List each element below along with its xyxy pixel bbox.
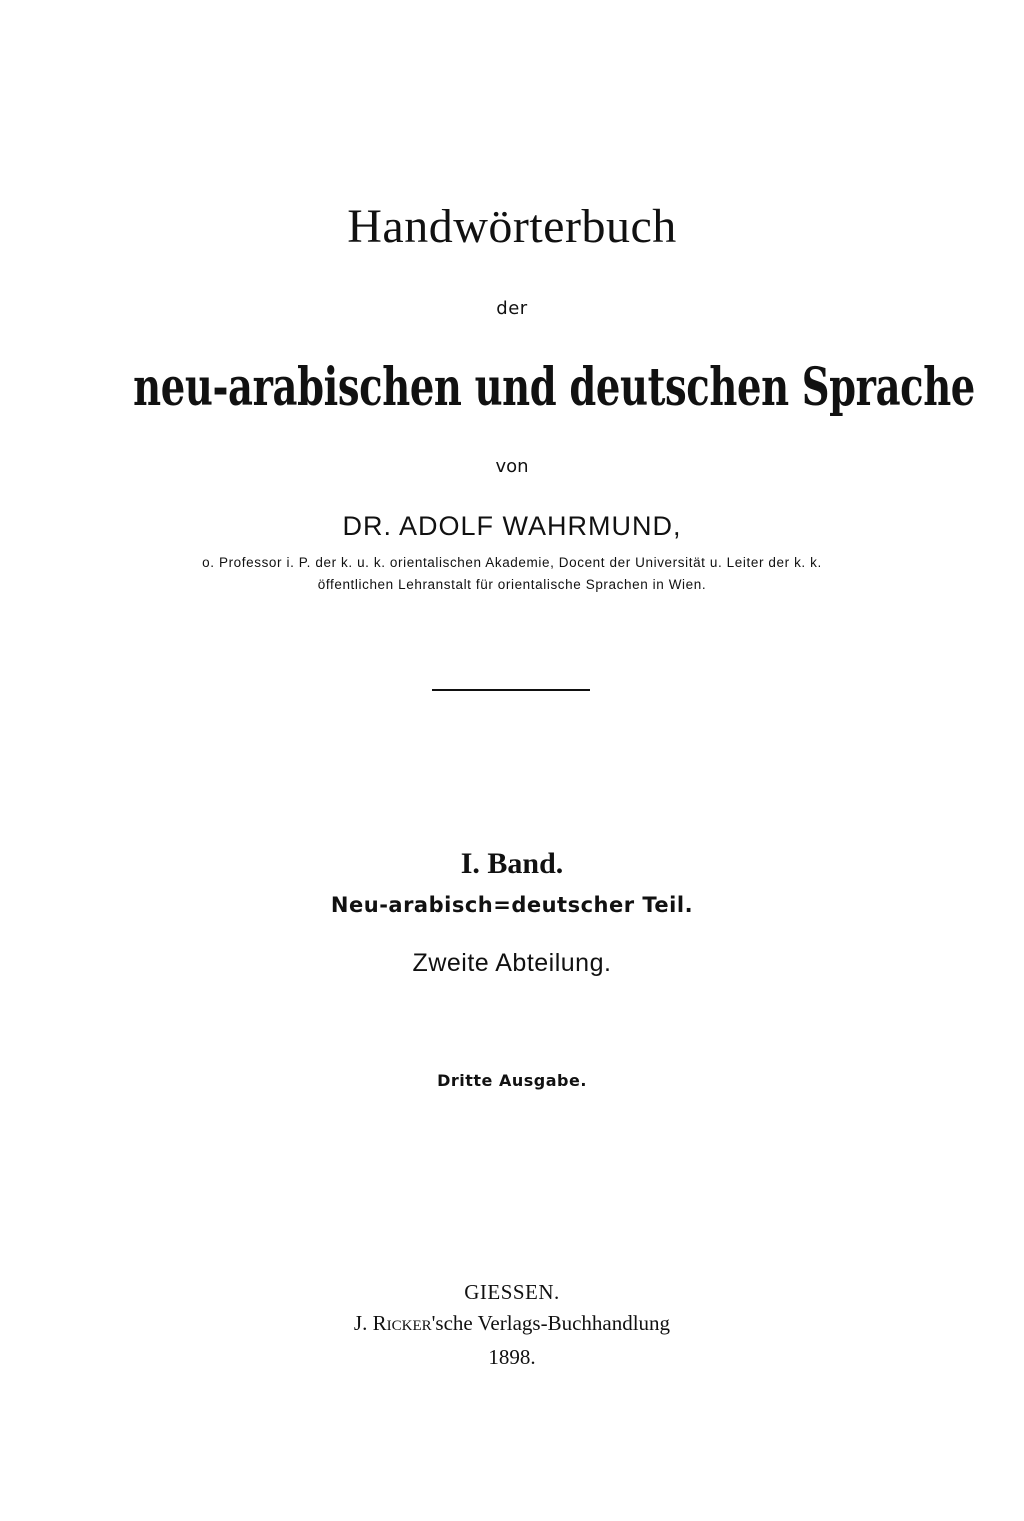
author-affiliation-line-2: öffentlichen Lehranstalt für orientalische Sprachen in Wien. [317, 577, 707, 592]
title-connector-der: der [496, 298, 528, 319]
volume-label: I. Band. [460, 847, 564, 880]
edition-label: Dritte Ausgabe. [437, 1071, 587, 1090]
imprint-city: GIESSEN. [464, 1280, 560, 1304]
division-label: Zweite Abteilung. [412, 949, 612, 977]
imprint-publisher [0, 1313, 1024, 1334]
book-title: Handwörterbuch [347, 200, 677, 253]
part-label: Neu-arabisch=deutscher Teil. [330, 893, 694, 917]
author-name: DR. ADOLF WAHRMUND, [342, 511, 682, 541]
publisher-initial: J. [353, 1311, 373, 1335]
divider-rule [432, 689, 590, 691]
author-connector-von: von [495, 456, 529, 477]
book-subtitle: neu-arabischen und deutschen Sprache [133, 357, 975, 418]
author-affiliation-line-1: o. Professor i. P. der k. u. k. orientalischen Akademie, Docent der Universität u. Leiter der k. k. [202, 555, 822, 570]
imprint-year: 1898. [488, 1345, 536, 1369]
publisher-rest: 'sche Verlags-Buchhandlung [431, 1311, 671, 1335]
publisher-name: Ricker [372, 1311, 432, 1335]
